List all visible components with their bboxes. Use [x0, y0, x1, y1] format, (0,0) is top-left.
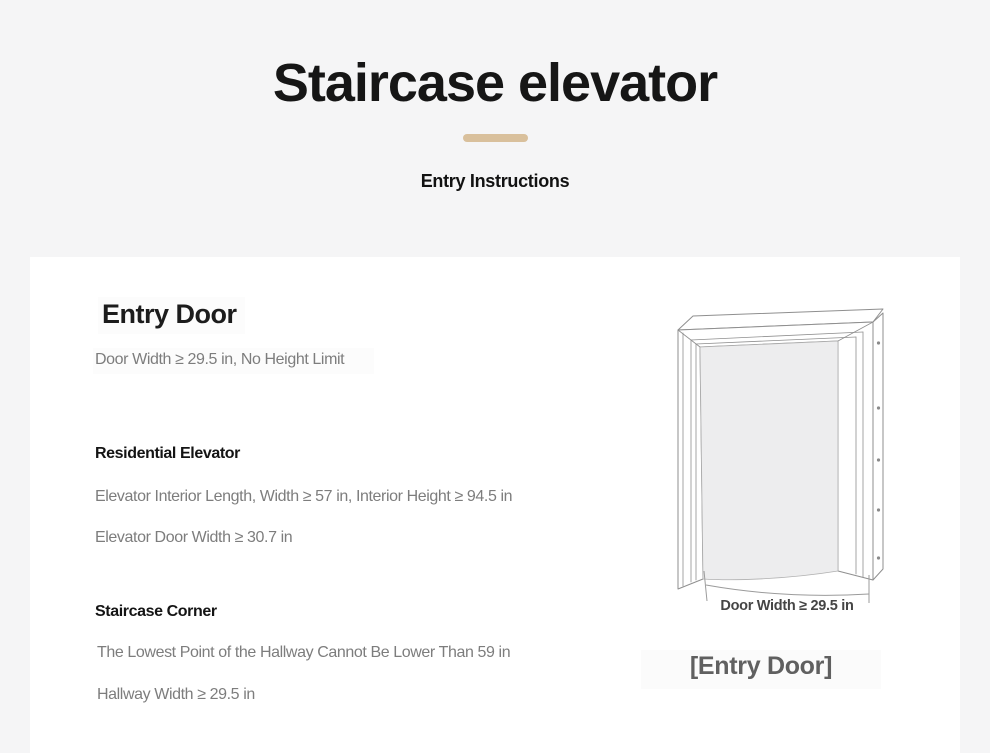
entry-door-illustration-icon: [663, 303, 895, 609]
entry-door-figure-label: [Entry Door]: [689, 652, 833, 680]
page-subtitle: Entry Instructions: [420, 171, 570, 191]
residential-elevator-heading: Residential Elevator: [95, 445, 240, 462]
page-title: Staircase elevator: [272, 53, 718, 113]
door-frame: [678, 309, 883, 589]
staircase-corner-heading: Staircase Corner: [95, 603, 217, 620]
staircase-corner-spec-2: Hallway Width ≥ 29.5 in: [97, 686, 255, 703]
door-panel: [700, 341, 838, 580]
staircase-corner-spec-1: The Lowest Point of the Hallway Cannot Be Lower Than 59 in: [97, 644, 511, 661]
title-divider: [463, 134, 528, 142]
door-width-caption: Door Width ≥ 29.5 in: [720, 598, 854, 614]
entry-door-spec: Door Width ≥ 29.5 in, No Height Limit: [95, 351, 345, 368]
content-card: [30, 257, 960, 753]
entry-door-heading: Entry Door: [102, 299, 237, 329]
residential-elevator-spec-1: Elevator Interior Length, Width ≥ 57 in, Interior Height ≥ 94.5 in: [95, 488, 513, 505]
residential-elevator-spec-2: Elevator Door Width ≥ 30.7 in: [95, 529, 293, 546]
